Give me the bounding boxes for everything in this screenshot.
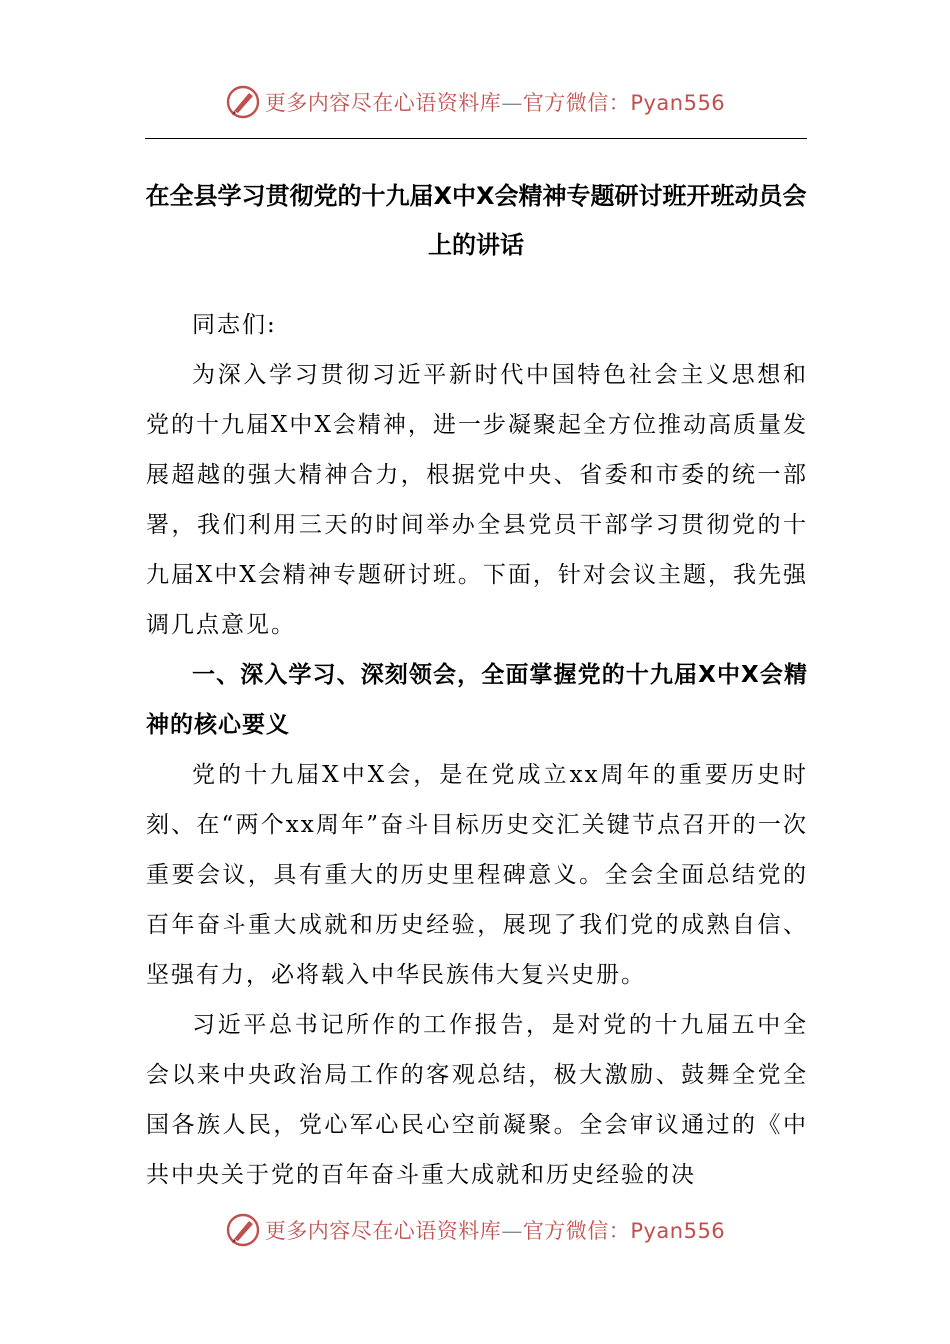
header-divider: [145, 138, 807, 139]
wechat-account: Pyan556: [630, 1219, 726, 1243]
pen-logo-icon: [225, 84, 261, 120]
pen-logo-icon: [225, 1212, 261, 1248]
watermark-banner-bottom: [0, 1208, 950, 1252]
section-heading: 一、深入学习、深刻领会，全面掌握党的十九届X中X会精神的核心要义: [146, 662, 808, 738]
wechat-account: Pyan556: [630, 91, 726, 115]
paragraph: 为深入学习贯彻习近平新时代中国特色社会主义思想和党的十九届X中X会精神，进一步凝聚起全方位推动高质量发展超越的强大精神合力，根据党中央、省委和市委的统一部署，我们利用三天的时间举办全县党员干部学习贯彻党的十九届X中X会精神专题研讨班。下面，针对会议主题，我先强调几点意见。: [146, 362, 808, 638]
watermark-text: 更多内容尽在心语资料库—官方微信：Pyan556: [264, 1219, 726, 1243]
watermark-text: 更多内容尽在心语资料库—官方微信：Pyan556: [264, 91, 726, 115]
paragraph: 习近平总书记所作的工作报告，是对党的十九届五中全会以来中央政治局工作的客观总结，极大激励、鼓舞全党全国各族人民，党心军心民心空前凝聚。全会审议通过的《中共中央关于党的百年奋斗重大成就和历史经验的决: [146, 1012, 808, 1188]
document-title: 在全县学习贯彻党的十九届X中X会精神专题研讨班开班动员会上的讲话: [145, 182, 807, 259]
document-body: [146, 300, 808, 1200]
watermark-banner-top: [0, 80, 950, 124]
paragraph: 党的十九届X中X会，是在党成立xx周年的重要历史时刻、在“两个xx周年”奋斗目标历史交汇关键节点召开的一次重要会议，具有重大的历史里程碑意义。全会全面总结党的百年奋斗重大成就和历史经验，展现了我们党的成熟自信、坚强有力，必将载入中华民族伟大复兴史册。: [146, 762, 808, 988]
salutation: 同志们:: [192, 312, 277, 338]
